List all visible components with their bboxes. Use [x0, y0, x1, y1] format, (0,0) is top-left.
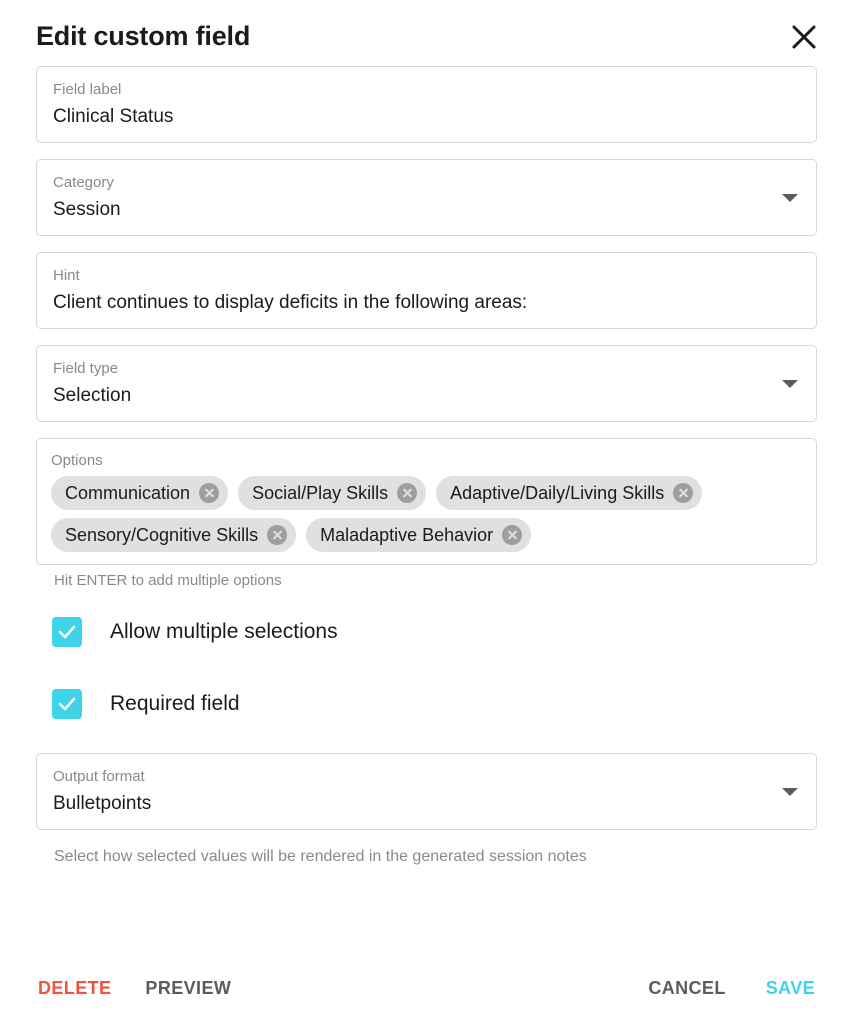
option-chip-label: Adaptive/Daily/Living Skills	[450, 482, 665, 503]
options-chip-list	[51, 476, 802, 552]
remove-option-icon[interactable]	[397, 483, 417, 503]
dialog-body	[0, 66, 853, 868]
allow-multiple-selections-label: Allow multiple selections	[110, 620, 338, 643]
hint-value: Client continues to display deficits in the following areas:	[53, 292, 528, 313]
close-icon[interactable]	[783, 16, 825, 58]
option-chip-label: Sensory/Cognitive Skills	[65, 524, 259, 545]
remove-option-icon[interactable]	[673, 483, 693, 503]
option-chip-label: Communication	[65, 482, 191, 503]
allow-multiple-selections-checkbox[interactable]	[52, 617, 82, 647]
field-type-value: Selection	[53, 385, 132, 406]
output-format-caption: Output format	[53, 768, 145, 785]
field-label-caption: Field label	[53, 81, 122, 98]
hint-caption: Hint	[53, 267, 80, 284]
options-input[interactable]	[36, 438, 817, 565]
hint-input[interactable]	[36, 252, 817, 329]
options-helper-text: Hit ENTER to add multiple options	[54, 572, 282, 589]
required-field-label: Required field	[110, 692, 240, 715]
dialog-footer	[0, 952, 853, 1024]
footer-left-actions	[36, 972, 233, 1005]
remove-option-icon[interactable]	[502, 525, 522, 545]
output-format-value: Bulletpoints	[53, 793, 152, 814]
footer-right-actions	[646, 972, 817, 1005]
options-caption: Options	[51, 452, 103, 469]
remove-option-icon[interactable]	[267, 525, 287, 545]
category-value: Session	[53, 199, 121, 220]
preview-button[interactable]: PREVIEW	[143, 972, 233, 1005]
field-type-select[interactable]	[36, 345, 817, 422]
dialog-header	[0, 0, 853, 66]
page-title: Edit custom field	[36, 21, 251, 51]
category-caption: Category	[53, 174, 114, 191]
option-chip[interactable]	[51, 518, 296, 552]
option-chip-label: Maladaptive Behavior	[320, 524, 494, 545]
save-button[interactable]: SAVE	[764, 972, 817, 1005]
option-chip[interactable]	[436, 476, 702, 510]
field-label-value: Clinical Status	[53, 106, 174, 127]
output-format-select[interactable]	[36, 753, 817, 830]
option-chip[interactable]	[51, 476, 228, 510]
chevron-down-icon	[782, 380, 798, 388]
chevron-down-icon	[782, 194, 798, 202]
required-field-row[interactable]	[36, 681, 817, 727]
field-type-caption: Field type	[53, 360, 119, 377]
field-label-input[interactable]	[36, 66, 817, 143]
category-select[interactable]	[36, 159, 817, 236]
option-chip[interactable]	[306, 518, 531, 552]
required-field-checkbox[interactable]	[52, 689, 82, 719]
option-chip-label: Social/Play Skills	[252, 482, 389, 503]
cancel-button[interactable]: CANCEL	[646, 972, 727, 1005]
option-chip[interactable]	[238, 476, 426, 510]
remove-option-icon[interactable]	[199, 483, 219, 503]
allow-multiple-selections-row[interactable]	[36, 609, 817, 655]
chevron-down-icon	[782, 788, 798, 796]
output-format-helper-text: Select how selected values will be rendered in the generated session notes	[54, 848, 587, 865]
delete-button[interactable]: DELETE	[36, 972, 113, 1005]
